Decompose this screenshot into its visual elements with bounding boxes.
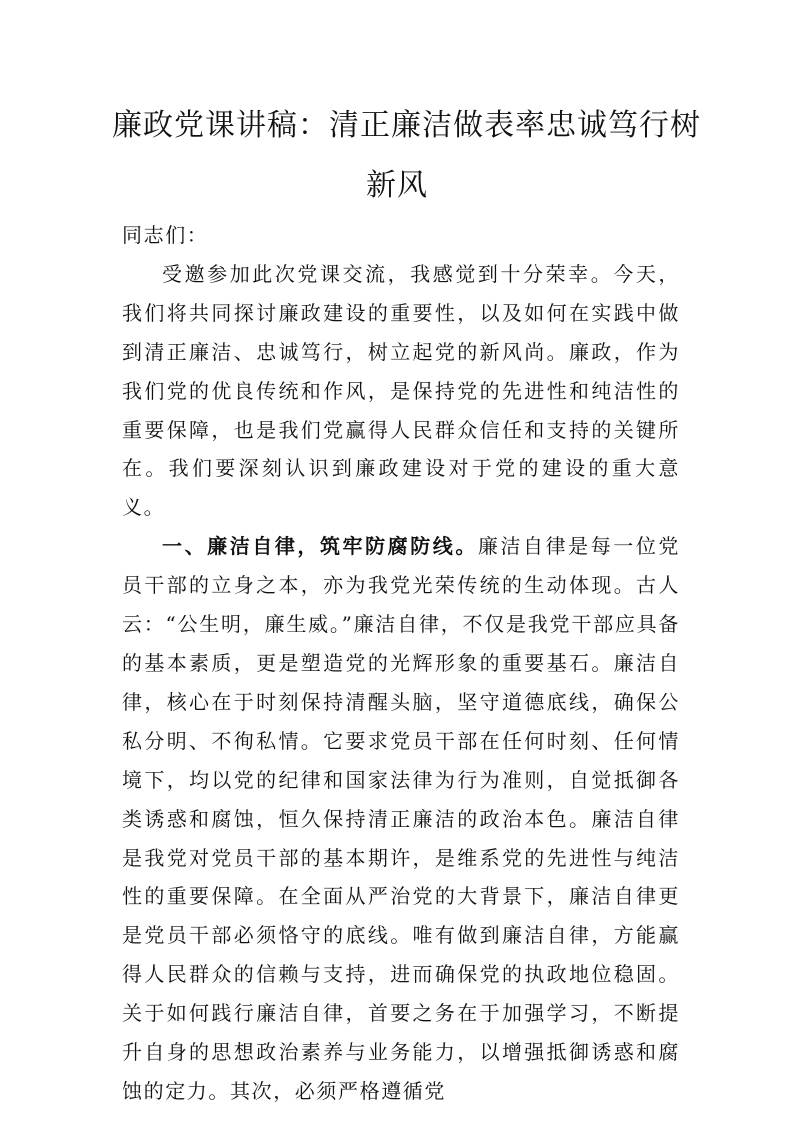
- salutation: 同志们：: [122, 223, 209, 247]
- section-1-heading: 一、廉洁自律，筑牢防腐防线。: [162, 534, 478, 559]
- document-title: [112, 96, 701, 216]
- section-1-text: 廉洁自律是每一位党员干部的立身之本，亦为我党光荣传统的生动体现。古人云：“公生明，廉生威。”廉洁自律，不仅是我党干部应具备的基本素质，更是塑造党的光辉形象的重要基石。廉洁自律，核心在于时刻保持清醒头脑，坚守道德底线，确保公私分明、不徇私情。它要求党员干部在任何时刻、任何情境下，均以党的纪律和国家法律为行为准则，自觉抵御各类诱惑和腐蚀，恒久保持清正廉洁的政治本色。廉洁自律是我党对党员干部的基本期许，是维系党的先进性与纯洁性的重要保障。在全面从严治党的大背景下，廉洁自律更是党员干部必须恪守的底线。唯有做到廉洁自律，方能赢得人民群众的信赖与支持，进而确保党的执政地位稳固。关于如何践行廉洁自律，首要之务在于加强学习，不断提升自身的思想政治素养与业务能力，以增强抵御诱惑和腐蚀的定力。其次，必须严格遵循党: [122, 534, 680, 1103]
- document-body: [122, 216, 680, 1111]
- paragraph-section-1: [122, 527, 680, 1111]
- title-line-2: 新风: [366, 168, 428, 203]
- paragraph-intro: 受邀参加此次党课交流，我感觉到十分荣幸。今天，我们将共同探讨廉政建设的重要性，以及如何在实践中做到清正廉洁、忠诚笃行，树立起党的新风尚。廉政，作为我们党的优良传统和作风，是保持党的先进性和纯洁性的重要保障，也是我们党赢得人民群众信任和支持的关键所在。我们要深刻认识到廉政建设对于党的建设的重大意义。: [122, 261, 680, 520]
- title-line-1: 廉政党课讲稿：清正廉洁做表率忠诚笃行树: [112, 108, 701, 143]
